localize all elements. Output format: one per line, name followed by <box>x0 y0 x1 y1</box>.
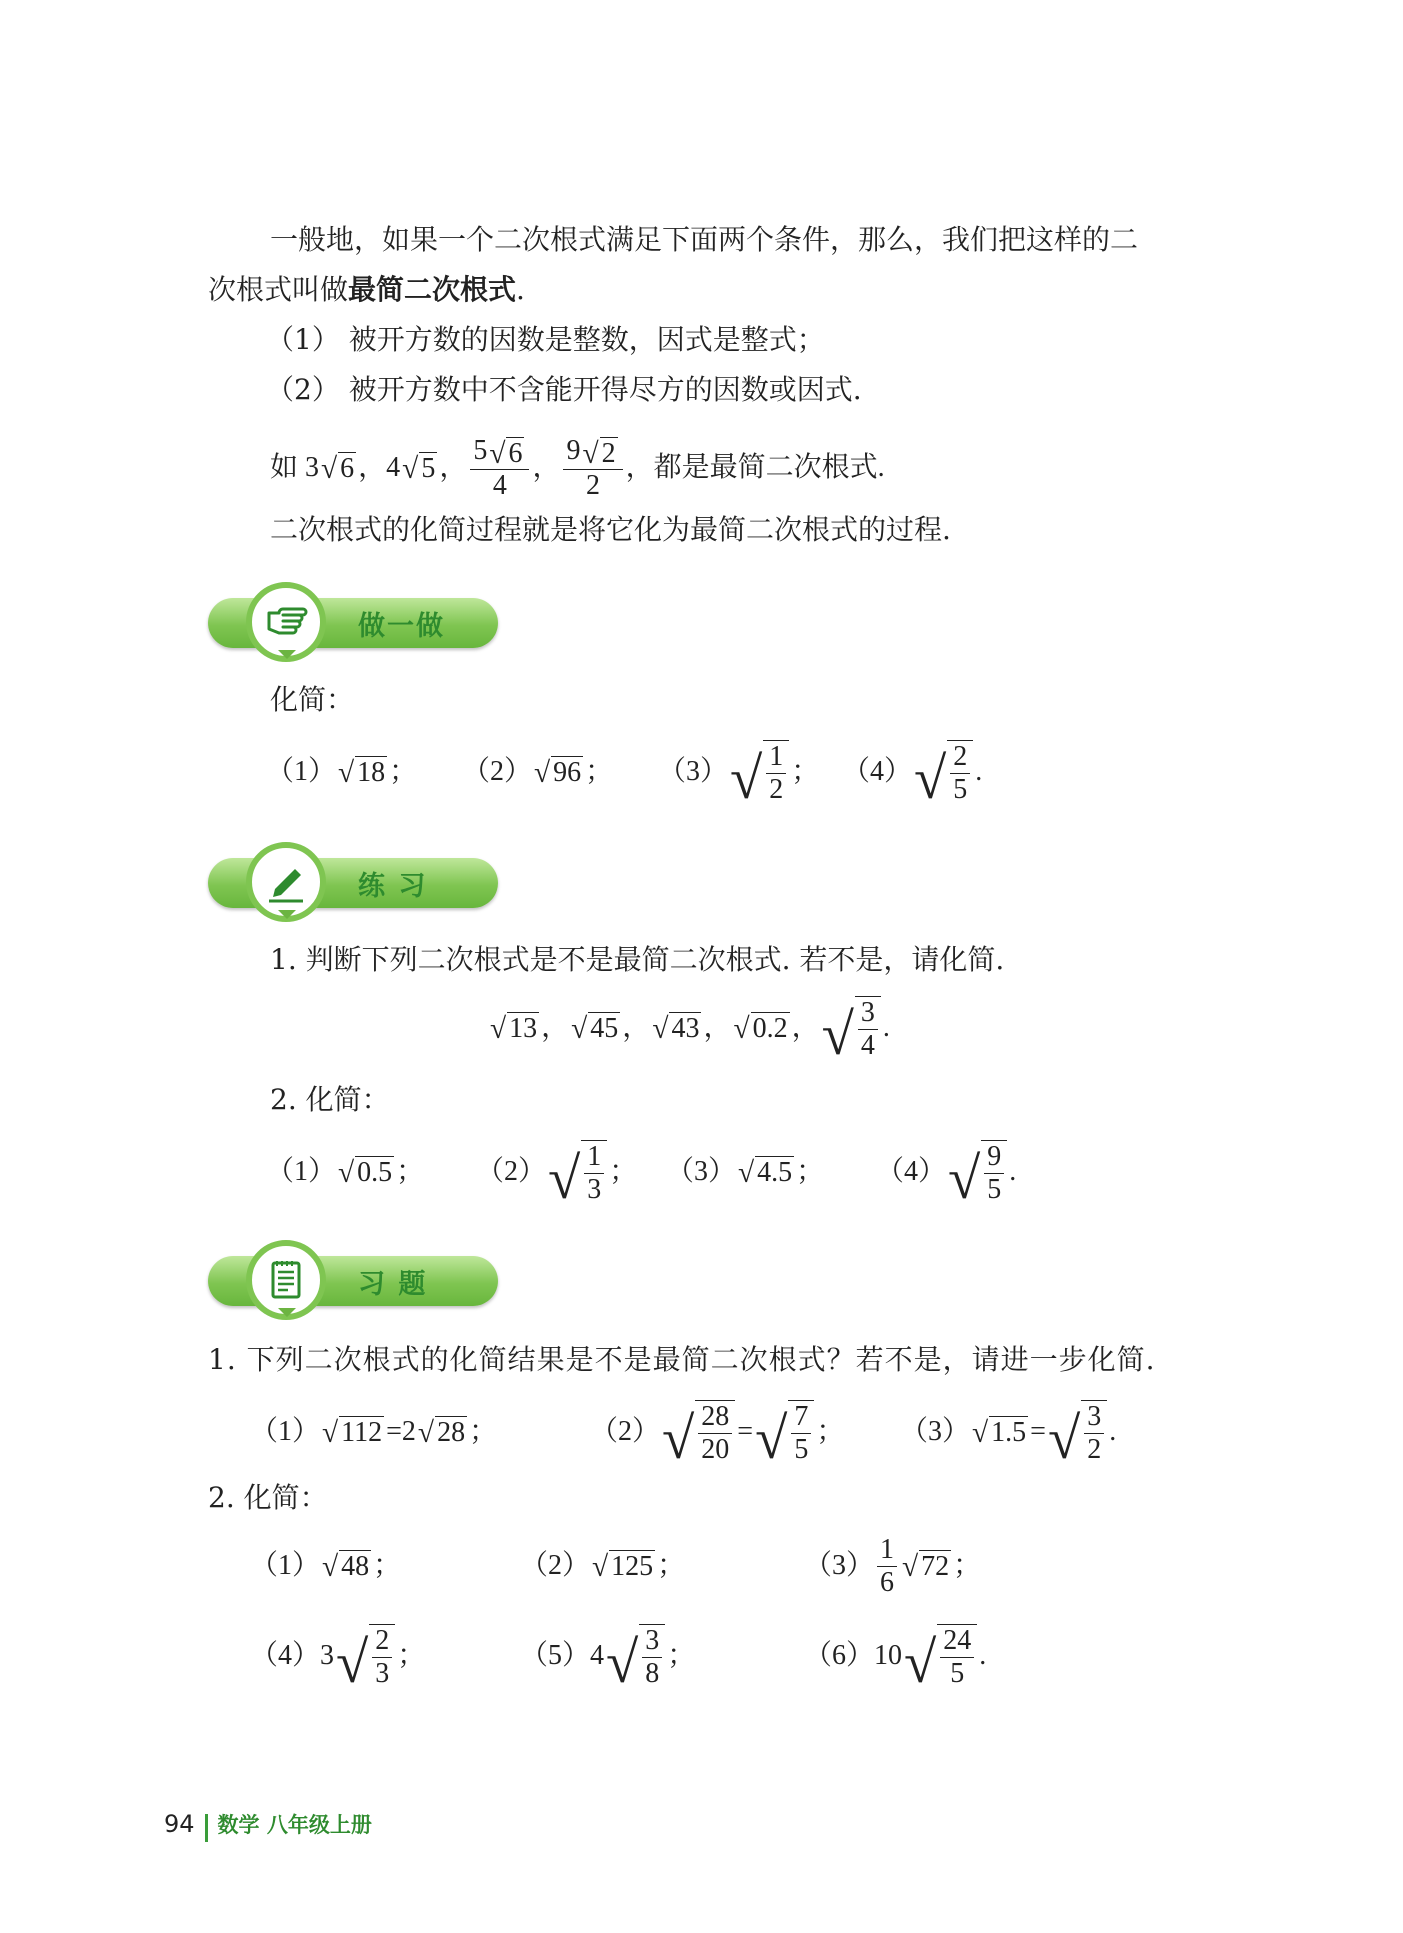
summary-line: 二次根式的化简过程就是将它化为最简二次根式的过程. <box>270 513 951 546</box>
exercise-q2-item-2: （2） √ 125 ； <box>520 1550 686 1584</box>
condition-1: （1） 被开方数的因数是整数，因式是整式； <box>266 323 825 356</box>
badge-pointer <box>278 910 296 919</box>
separator: ， <box>532 452 561 483</box>
separator: ， <box>703 1012 732 1043</box>
hand-icon <box>263 599 309 645</box>
try-item-2: （2） √ 96 ； <box>462 756 614 790</box>
exercise-q2-item-5: （5） 4 √ $\frac{3}{8}$ ； <box>520 1625 696 1695</box>
radical-13: √ 13 <box>490 1013 538 1046</box>
practice-q2-items <box>266 1140 1017 1211</box>
footer-divider <box>205 1814 208 1842</box>
exercise-q1-item-3: （3） √ 1.5 = √ $\frac{3}{2}$ . <box>900 1401 1117 1471</box>
page-number: 94 <box>164 1810 195 1838</box>
intro-line-1: 一般地，如果一个二次根式满足下面两个条件，那么，我们把这样的二 <box>270 223 1139 256</box>
try-item-4: （4） √ $\frac{2}{5}$ . <box>842 741 983 811</box>
separator: ， <box>439 452 468 483</box>
exercise-q2-item-4: （4） 3 √ $\frac{2}{3}$ ； <box>250 1625 426 1695</box>
example-1-coef: 3 <box>305 452 320 483</box>
exercise-q2: 2. 化简： <box>208 1481 328 1514</box>
exercise-q2-item-1: （1） √ 48 ； <box>250 1550 402 1584</box>
separator: ， <box>622 1012 651 1043</box>
intro-line-2-pre: 次根式叫做 <box>208 273 349 306</box>
intro-line-2-post: . <box>516 273 525 306</box>
example-3-fraction: 5 √ 6 4 <box>470 436 529 501</box>
radical-3-4: √ $\frac{3}{4}$ <box>822 996 881 1060</box>
radical-45: √ 45 <box>571 1013 619 1046</box>
exercise-q1-item-1: （1） √ 112 = 2 √ 28 ； <box>250 1416 498 1450</box>
separator: ， <box>791 1012 820 1043</box>
example-4-fraction: 9 √ 2 2 <box>563 436 622 501</box>
exercise-q2-row-1 <box>250 1534 981 1598</box>
exercise-q2-item-6: （6） 10 √ $\frac{24}{5}$ . <box>804 1625 987 1695</box>
example-1-radical: √ 6 <box>321 453 355 486</box>
pencil-icon <box>263 859 309 905</box>
exercise-q1: 1. 下列二次根式的化简结果是不是最简二次根式？若不是，请进一步化简. <box>208 1343 1156 1376</box>
badge-pointer <box>278 1308 296 1317</box>
practice-q1-items <box>488 996 890 1067</box>
notepad-icon <box>263 1257 309 1303</box>
intro-line-2 <box>208 272 525 308</box>
exercise-q2-row-2 <box>250 1622 987 1695</box>
badge-label: 习 题 <box>358 1269 428 1300</box>
badge-exercises <box>208 1240 500 1318</box>
exercise-q1-item-2: （2） √ $\frac{28}{20}$ = √ $\frac{7}{5}$ ； <box>590 1401 845 1471</box>
practice-q2-item-4: （4） √ $\frac{9}{5}$ . <box>876 1141 1017 1211</box>
condition-2: （2） 被开方数中不含能开得尽方的因数或因式. <box>266 373 862 406</box>
practice-q1: 1. 判断下列二次根式是不是最简二次根式. 若不是，请化简. <box>270 943 1005 976</box>
radical-43: √ 43 <box>652 1013 700 1046</box>
examples-pre: 如 <box>270 452 299 483</box>
try-heading: 化简： <box>270 683 355 716</box>
badge-pointer <box>278 650 296 659</box>
badge-label: 做一做 <box>358 611 445 642</box>
try-item-1: （1） √ 18 ； <box>266 756 418 790</box>
period: . <box>882 1012 890 1043</box>
term-simplest-radical: 最简二次根式 <box>348 273 517 306</box>
examples-post: ，都是最简二次根式. <box>625 452 885 483</box>
try-items <box>266 740 983 811</box>
exercise-q1-items <box>250 1400 1117 1471</box>
badge-label: 练 习 <box>358 871 428 902</box>
separator: ， <box>358 452 387 483</box>
exercise-q2-item-3: （3） $\frac{1}{6}$ √ 72 ； <box>804 1534 982 1598</box>
book-title: 数学 八年级上册 <box>217 1813 372 1837</box>
radical-0-2: √ 0.2 <box>733 1013 788 1046</box>
example-2-coef: 4 <box>386 452 401 483</box>
practice-q2-item-2: （2） √ $\frac{1}{3}$ ； <box>476 1141 638 1211</box>
separator: ， <box>541 1012 570 1043</box>
practice-q2: 2. 化简： <box>270 1083 390 1116</box>
badge-practice <box>208 842 500 920</box>
try-item-3: （3） √ $\frac{1}{2}$ ； <box>658 741 820 811</box>
practice-q2-item-3: （3） √ 4.5 ； <box>666 1156 825 1190</box>
badge-try-it <box>208 582 500 660</box>
example-2-radical: √ 5 <box>402 453 436 486</box>
practice-q2-item-1: （1） √ 0.5 ； <box>266 1156 425 1190</box>
examples-line <box>270 434 885 501</box>
page-footer <box>164 1809 372 1842</box>
